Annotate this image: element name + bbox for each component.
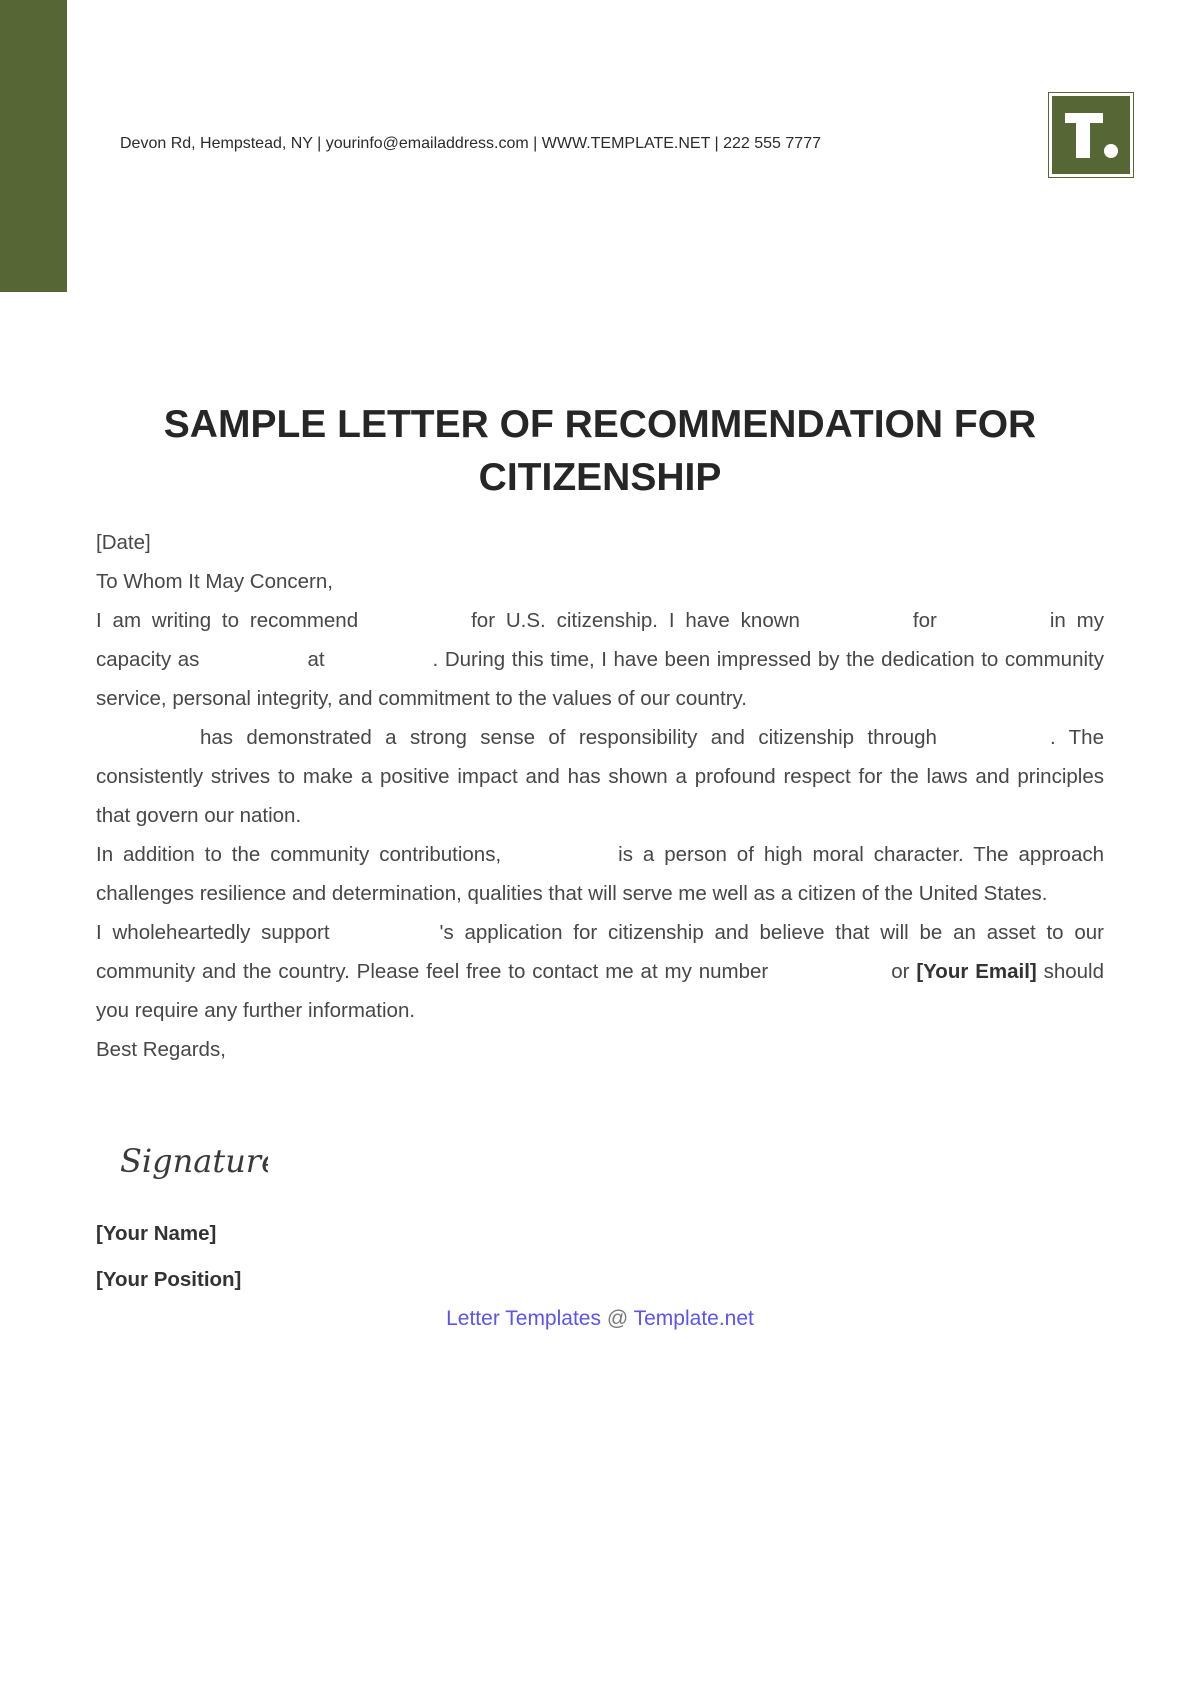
template-logo[interactable]: [1048, 92, 1134, 178]
p1-text-2: for U.S. citizenship. I have known: [471, 609, 800, 632]
letter-title: SAMPLE LETTER OF RECOMMENDATION FOR CITIZENSHIP: [163, 403, 1037, 499]
p3-text-1: In addition to the community contributions,: [96, 843, 502, 866]
salutation: To Whom It May Concern,: [96, 570, 333, 593]
paragraph-3: [96, 835, 1104, 913]
logo-icon: [1052, 96, 1130, 174]
p4-text-3: or: [891, 960, 910, 983]
paragraph-2: [96, 718, 1104, 835]
p4-text-2: 's application for citizenship and believe that will be an asset to our community and the country. Please feel free to contact me at my number: [96, 921, 1104, 983]
closing: Best Regards,: [96, 1038, 226, 1061]
signature-text: Signature: [120, 1142, 268, 1180]
signer-name: [Your Name]: [96, 1222, 217, 1245]
p1-text-3: for: [912, 609, 937, 632]
p1-text-5: at: [307, 648, 325, 671]
p3-text-2: is a person of high moral character. The approach challenges resilience and determination, qualities that will serve me well as a citizen of the United States.: [96, 843, 1104, 905]
letter-body: [96, 523, 1104, 1069]
p1-text-6: . During this time, I have been impressed by the dedication to community service, personal integrity, and commitment to the values of our country.: [96, 648, 1104, 710]
footer-separator: @: [606, 1307, 629, 1330]
footer-credit: [0, 1307, 1200, 1331]
template-net-link[interactable]: Template.net: [633, 1307, 754, 1330]
signature: [118, 1138, 268, 1193]
p1-text-4: in my capacity as: [96, 609, 1104, 671]
p2-text-2: . The consistently strives to make a positive impact and has shown a profound respect for the laws and principles that govern our nation.: [96, 726, 1104, 827]
signer-position: [Your Position]: [96, 1268, 242, 1291]
p2-text-1: has demonstrated a strong sense of responsibility and citizenship through: [200, 726, 937, 749]
p4-text-1: I wholeheartedly support: [96, 921, 330, 944]
date-line: [Date]: [96, 531, 151, 554]
header-contact-line: Devon Rd, Hempstead, NY | yourinfo@emailaddress.com | WWW.TEMPLATE.NET | 222 555 7777: [120, 135, 821, 152]
p4-text-4: should you require any further information.: [96, 960, 1105, 1022]
email-placeholder: [Your Email]: [916, 960, 1037, 983]
paragraph-4: [96, 913, 1104, 1030]
letter-templates-link[interactable]: Letter Templates: [446, 1307, 601, 1330]
paragraph-1: [96, 601, 1104, 718]
side-accent-bar: [0, 0, 67, 292]
p1-text-1: I am writing to recommend: [96, 609, 359, 632]
